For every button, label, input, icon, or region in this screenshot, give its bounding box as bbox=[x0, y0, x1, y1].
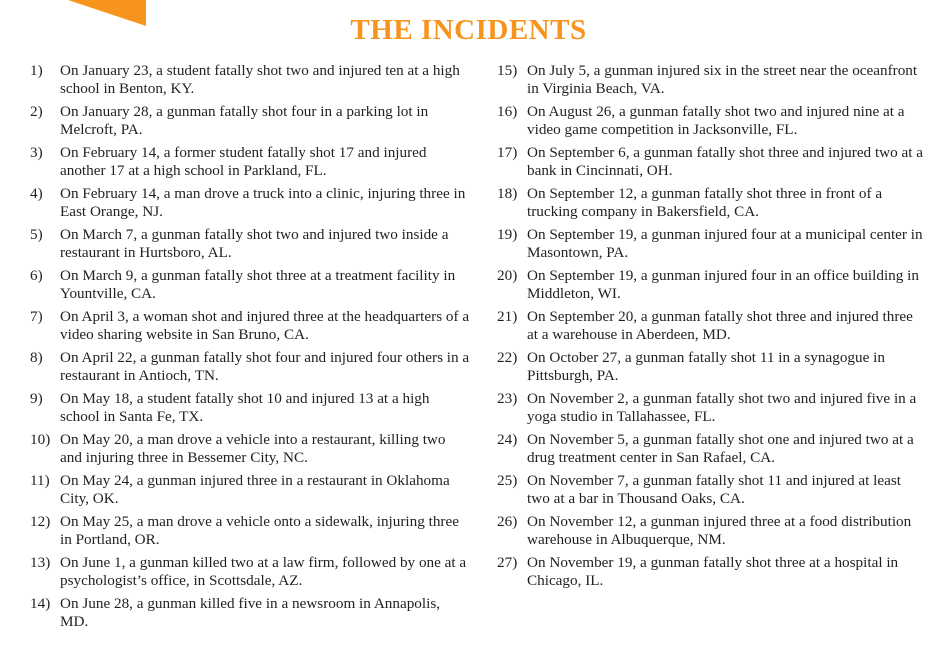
list-item bbox=[497, 226, 927, 262]
list-item bbox=[30, 308, 470, 344]
item-number: 21) bbox=[497, 308, 518, 325]
incident-list-left bbox=[30, 62, 470, 636]
item-text: On November 19, a gunman fatally shot three at a hospital in Chicago, IL. bbox=[527, 554, 899, 589]
item-number: 20) bbox=[497, 267, 518, 284]
item-text: On September 19, a gunman injured four in an office building in Middleton, WI. bbox=[527, 267, 919, 302]
item-number: 2) bbox=[30, 103, 43, 120]
list-item bbox=[30, 349, 470, 385]
item-number: 19) bbox=[497, 226, 518, 243]
item-text: On November 5, a gunman fatally shot one and injured two at a drug treatment center in San Rafael, CA. bbox=[527, 431, 914, 466]
item-number: 27) bbox=[497, 554, 518, 571]
list-item bbox=[497, 308, 927, 344]
item-text: On March 9, a gunman fatally shot three at a treatment facility in Yountville, CA. bbox=[60, 267, 456, 302]
item-number: 17) bbox=[497, 144, 518, 161]
list-item bbox=[30, 431, 470, 467]
item-number: 14) bbox=[30, 595, 51, 612]
item-number: 22) bbox=[497, 349, 518, 366]
list-item bbox=[30, 595, 470, 631]
page-title: THE INCIDENTS bbox=[350, 14, 587, 46]
list-item bbox=[497, 185, 927, 221]
item-text: On February 14, a man drove a truck into a clinic, injuring three in East Orange, NJ. bbox=[60, 185, 466, 220]
item-text: On May 18, a student fatally shot 10 and injured 13 at a high school in Santa Fe, TX. bbox=[60, 390, 430, 425]
list-item bbox=[497, 390, 927, 426]
item-number: 4) bbox=[30, 185, 43, 202]
list-item bbox=[30, 103, 470, 139]
list-item bbox=[30, 185, 470, 221]
item-number: 3) bbox=[30, 144, 43, 161]
item-number: 16) bbox=[497, 103, 518, 120]
item-number: 18) bbox=[497, 185, 518, 202]
item-text: On March 7, a gunman fatally shot two and injured two inside a restaurant in Hurtsboro, AL. bbox=[60, 226, 449, 261]
list-item bbox=[497, 431, 927, 467]
list-item bbox=[30, 267, 470, 303]
item-text: On January 28, a gunman fatally shot four in a parking lot in Melcroft, PA. bbox=[60, 103, 429, 138]
item-number: 24) bbox=[497, 431, 518, 448]
item-text: On September 19, a gunman injured four at a municipal center in Masontown, PA. bbox=[527, 226, 923, 261]
item-text: On May 24, a gunman injured three in a restaurant in Oklahoma City, OK. bbox=[60, 472, 450, 507]
list-item bbox=[497, 62, 927, 98]
item-text: On April 3, a woman shot and injured three at the headquarters of a video sharing website in San Bruno, CA. bbox=[60, 308, 470, 343]
item-text: On November 12, a gunman injured three at a food distribution warehouse in Albuquerque, NM. bbox=[527, 513, 912, 548]
incident-list-right bbox=[497, 62, 927, 595]
item-text: On January 23, a student fatally shot two and injured ten at a high school in Benton, KY. bbox=[60, 62, 460, 97]
item-number: 11) bbox=[30, 472, 50, 489]
item-text: On November 7, a gunman fatally shot 11 and injured at least two at a bar in Thousand Oaks, CA. bbox=[527, 472, 901, 507]
list-item bbox=[497, 267, 927, 303]
item-text: On October 27, a gunman fatally shot 11 in a synagogue in Pittsburgh, PA. bbox=[527, 349, 885, 384]
list-item bbox=[497, 144, 927, 180]
item-text: On September 20, a gunman fatally shot three and injured three at a warehouse in Aberdeen, MD. bbox=[527, 308, 913, 343]
item-number: 12) bbox=[30, 513, 51, 530]
list-item bbox=[30, 144, 470, 180]
list-item bbox=[497, 513, 927, 549]
item-text: On September 12, a gunman fatally shot three in front of a trucking company in Bakersfield, CA. bbox=[527, 185, 883, 220]
item-text: On April 22, a gunman fatally shot four and injured four others in a restaurant in Antioch, TN. bbox=[60, 349, 470, 384]
item-number: 13) bbox=[30, 554, 51, 571]
item-text: On June 28, a gunman killed five in a newsroom in Annapolis, MD. bbox=[60, 595, 441, 630]
item-number: 6) bbox=[30, 267, 43, 284]
item-text: On July 5, a gunman injured six in the street near the oceanfront in Virginia Beach, VA. bbox=[527, 62, 918, 97]
item-number: 5) bbox=[30, 226, 43, 243]
item-number: 10) bbox=[30, 431, 51, 448]
item-text: On June 1, a gunman killed two at a law firm, followed by one at a psychologist’s office, in Scottsdale, AZ. bbox=[60, 554, 467, 589]
item-number: 7) bbox=[30, 308, 43, 325]
list-item bbox=[497, 472, 927, 508]
item-number: 9) bbox=[30, 390, 43, 407]
item-number: 1) bbox=[30, 62, 43, 79]
item-text: On May 25, a man drove a vehicle onto a sidewalk, injuring three in Portland, OR. bbox=[60, 513, 459, 548]
list-item bbox=[30, 390, 470, 426]
item-text: On August 26, a gunman fatally shot two and injured nine at a video game competition in Jacksonville, FL. bbox=[527, 103, 905, 138]
item-number: 15) bbox=[497, 62, 518, 79]
list-item bbox=[497, 554, 927, 590]
list-item bbox=[497, 103, 927, 139]
item-text: On May 20, a man drove a vehicle into a restaurant, killing two and injuring three in Bessemer City, NC. bbox=[60, 431, 446, 466]
item-number: 23) bbox=[497, 390, 518, 407]
list-item bbox=[30, 226, 470, 262]
list-item bbox=[30, 513, 470, 549]
item-text: On February 14, a former student fatally shot 17 and injured another 17 at a high school in Parkland, FL. bbox=[60, 144, 427, 179]
list-item bbox=[497, 349, 927, 385]
item-number: 8) bbox=[30, 349, 43, 366]
item-text: On September 6, a gunman fatally shot three and injured two at a bank in Cincinnati, OH. bbox=[527, 144, 924, 179]
item-number: 26) bbox=[497, 513, 518, 530]
list-item bbox=[30, 472, 470, 508]
list-item bbox=[30, 62, 470, 98]
item-number: 25) bbox=[497, 472, 518, 489]
list-item bbox=[30, 554, 470, 590]
item-text: On November 2, a gunman fatally shot two and injured five in a yoga studio in Tallahassee, FL. bbox=[527, 390, 917, 425]
